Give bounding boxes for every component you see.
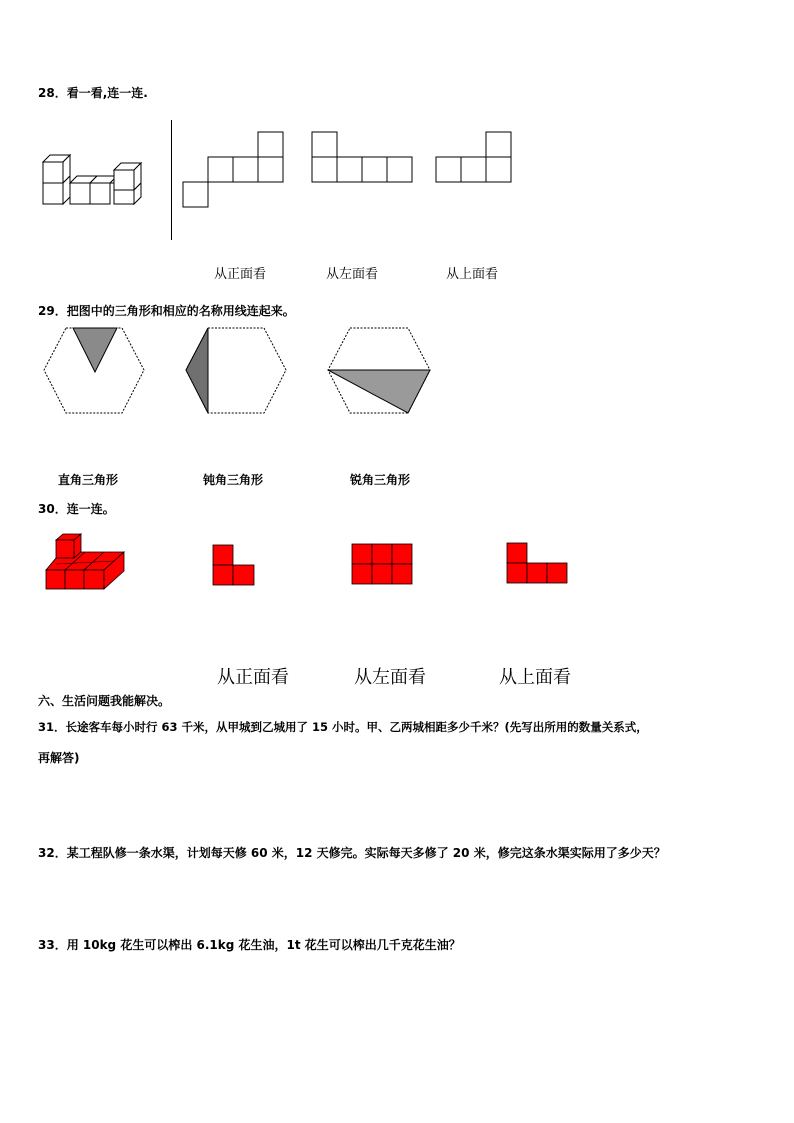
q28-label-top: 从上面看	[446, 267, 499, 282]
q31-line1: 31．长途客车每小时行 63 千米，从甲城到乙城用了 15 小时。甲、乙两城相距多少千米？(先写出所用的数量关系式，	[38, 720, 648, 734]
q29-hexagon-right	[42, 326, 146, 416]
q30-title: 30．连一连。	[38, 502, 115, 516]
q28-label-left: 从左面看	[326, 267, 379, 282]
q28-view-b	[312, 131, 414, 185]
q30-label-front: 从正面看	[217, 667, 289, 688]
q29-hexagon-acute	[326, 326, 432, 416]
q28-cube-solid	[38, 150, 158, 212]
q28-view-c	[436, 131, 514, 185]
q31-line2: 再解答)	[38, 751, 80, 765]
q29-hexagon-obtuse	[184, 326, 288, 416]
q28-label-front: 从正面看	[214, 267, 267, 282]
q29-label-right: 直角三角形	[58, 473, 119, 487]
q30-view-l	[212, 544, 256, 586]
q30-view-long-l	[506, 542, 568, 584]
q30-view-grid	[351, 543, 413, 585]
q28-title: 28．看一看,连一连.	[38, 86, 148, 100]
q33-text: 33．用 10kg 花生可以榨出 6.1kg 花生油，1t 花生可以榨出几千克花生油？	[38, 938, 461, 952]
q28-divider	[171, 120, 172, 240]
q29-title: 29．把图中的三角形和相应的名称用线连起来。	[38, 304, 295, 318]
q30-label-left: 从左面看	[354, 667, 426, 688]
q29-label-acute: 锐角三角形	[350, 473, 411, 487]
q30-label-top: 从上面看	[499, 667, 571, 688]
q32-text: 32．某工程队修一条水渠，计划每天修 60 米，12 天修完。实际每天多修了 20 米，修完这条水渠实际用了多少天？	[38, 846, 666, 860]
q29-label-obtuse: 钝角三角形	[203, 473, 264, 487]
section6-title: 六、生活问题我能解决。	[38, 694, 171, 708]
q30-red-solid	[44, 532, 128, 594]
q28-view-a	[183, 131, 285, 209]
